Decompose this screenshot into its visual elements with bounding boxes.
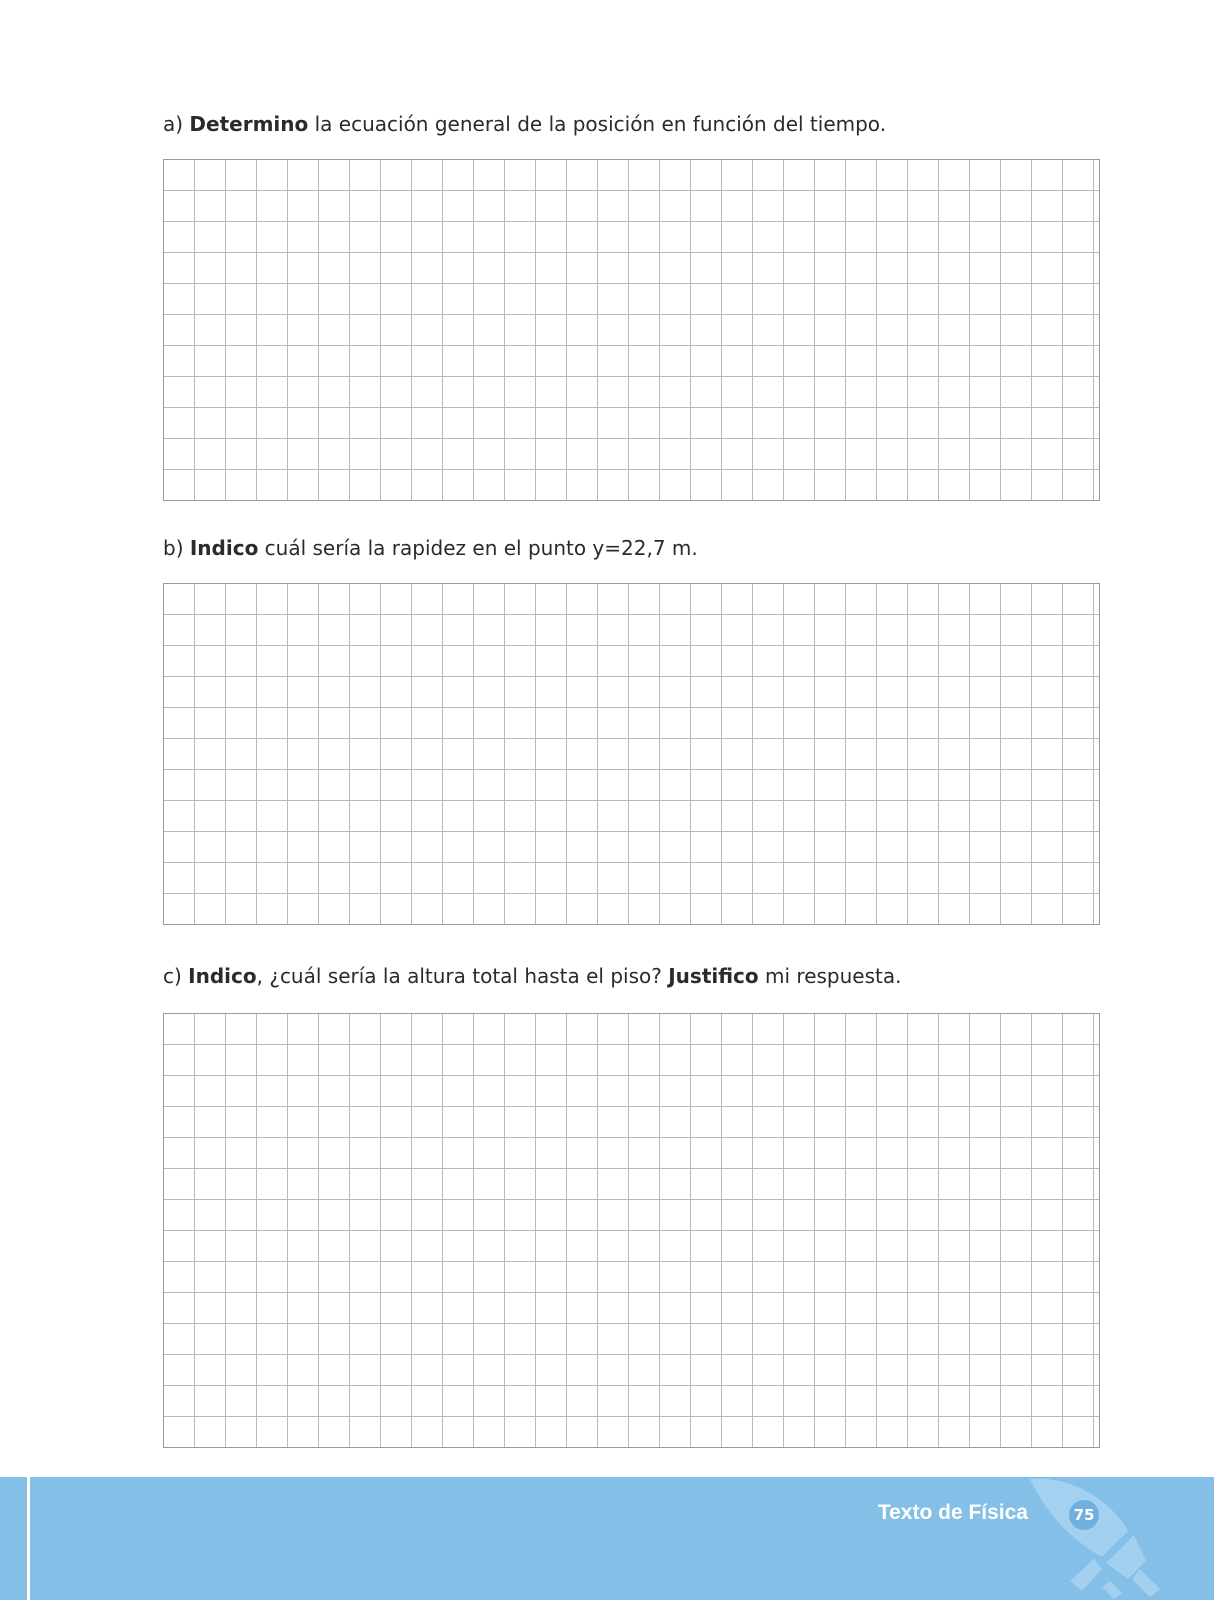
rocket-icon <box>1010 1477 1210 1600</box>
question-c-verb-2: Justifico <box>668 964 759 988</box>
question-c-text-2: mi respuesta. <box>758 964 902 988</box>
question-a-prefix: a) <box>163 112 190 136</box>
question-a-text: la ecuación general de la posición en función del tiempo. <box>308 112 887 136</box>
question-b <box>163 534 698 562</box>
question-b-prefix: b) <box>163 536 190 560</box>
answer-grid-b[interactable] <box>163 583 1100 925</box>
question-a <box>163 110 886 138</box>
question-b-text: cuál sería la rapidez en el punto y=22,7 m. <box>258 536 698 560</box>
footer-bar <box>0 1477 1214 1600</box>
question-c-verb: Indico <box>188 964 257 988</box>
question-a-verb: Determino <box>189 112 309 136</box>
footer-book-title: Texto de Física <box>877 1501 1028 1524</box>
answer-grid-a[interactable] <box>163 159 1100 501</box>
footer-stripe <box>27 1477 30 1600</box>
question-c-text: , ¿cuál sería la altura total hasta el piso? <box>256 964 669 988</box>
page-number: 75 <box>1069 1500 1099 1530</box>
question-c-prefix: c) <box>163 964 189 988</box>
question-b-verb: Indico <box>189 536 259 560</box>
question-c <box>163 962 901 990</box>
answer-grid-c[interactable] <box>163 1013 1100 1448</box>
